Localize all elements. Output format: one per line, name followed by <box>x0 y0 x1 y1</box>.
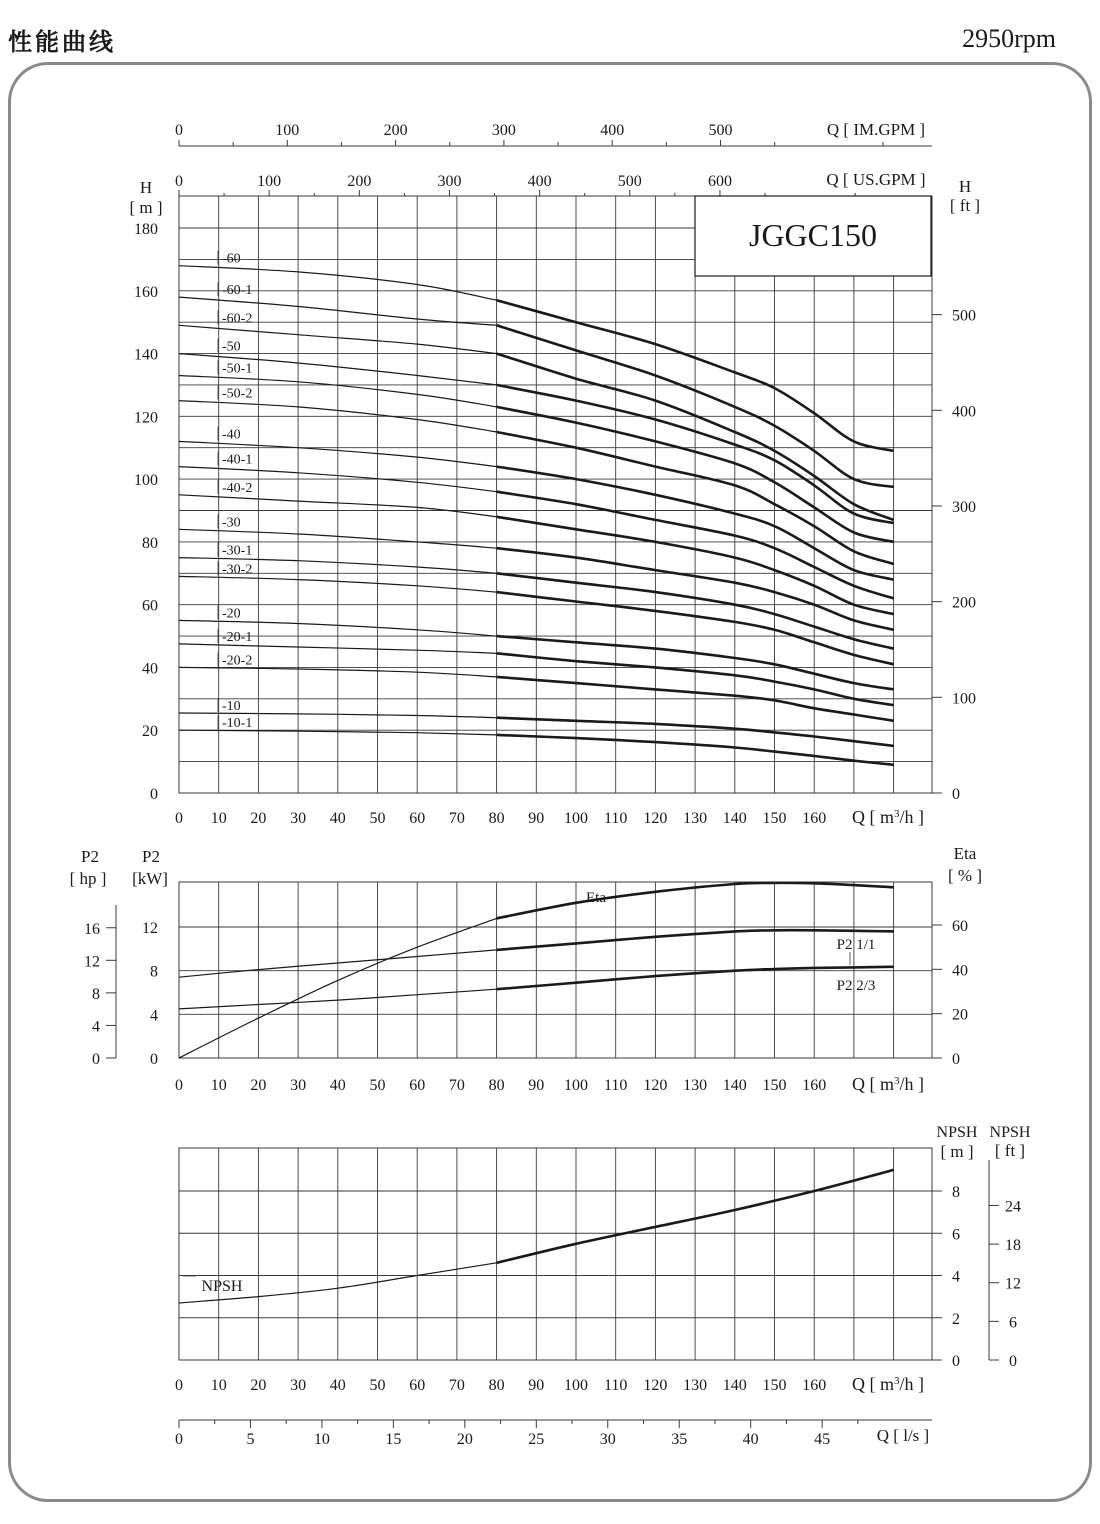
ls-tick-label: 40 <box>742 1431 759 1448</box>
head-x-tick: 120 <box>643 810 668 827</box>
head-ft-title: H <box>958 177 972 196</box>
npsh-x-tick: 10 <box>210 1377 227 1394</box>
hp-tick-label: 4 <box>92 1018 100 1036</box>
kw-title: P2 <box>142 847 160 866</box>
hp-tick-label: 16 <box>84 920 100 938</box>
head-curve-label: -10-1 <box>222 716 253 732</box>
power-x-tick: 10 <box>210 1077 227 1094</box>
npsh-ft-label: 12 <box>1005 1275 1021 1293</box>
ls-title: Q [ l/s ] <box>876 1426 930 1445</box>
imgpm-tick-label: 300 <box>491 122 516 139</box>
npsh-curve-label: NPSH <box>201 1278 243 1295</box>
head-x-tick: 20 <box>250 810 267 827</box>
head-x-tick: 50 <box>369 810 386 827</box>
npsh-x-tick: 50 <box>369 1377 386 1394</box>
head-curve-label: -20-2 <box>222 653 253 669</box>
eta-title: Eta <box>953 844 977 863</box>
head-ft-tick: 200 <box>952 594 976 612</box>
head-curve-label: -40-1 <box>222 452 253 468</box>
x-axis-title: Q [ $m^3/h$ ] <box>852 1374 924 1394</box>
power-x-tick: 140 <box>722 1077 747 1094</box>
npsh-x-tick: 160 <box>802 1377 827 1394</box>
kw-tick: 4 <box>150 1007 158 1025</box>
head-curve-label: -60 <box>222 251 241 267</box>
npsh-ft-label: 18 <box>1005 1237 1021 1255</box>
head-y-tick: 20 <box>142 723 158 741</box>
head-x-tick: 150 <box>762 810 787 827</box>
imgpm-tick-label: 400 <box>600 122 625 139</box>
usgpm-tick-label: 500 <box>617 173 642 190</box>
usgpm-title: Q [ US.GPM ] <box>826 170 926 189</box>
head-x-tick: 140 <box>722 810 747 827</box>
npsh-ft-label: 0 <box>1009 1353 1017 1370</box>
model-label: JGGC150 <box>748 217 878 253</box>
hp-tick-label: 8 <box>92 985 100 1003</box>
ls-tick-label: 35 <box>671 1431 688 1448</box>
npsh-x-tick: 140 <box>722 1377 747 1394</box>
head-x-tick: 70 <box>448 810 465 827</box>
npsh-x-tick: 120 <box>643 1377 668 1394</box>
npsh-x-tick: 30 <box>290 1377 307 1394</box>
head-ft-tick: 500 <box>952 307 976 325</box>
ls-tick-label: 5 <box>246 1431 255 1448</box>
usgpm-tick-label: 100 <box>257 173 282 190</box>
head-x-tick: 160 <box>802 810 827 827</box>
npsh-x-tick: 0 <box>175 1377 183 1394</box>
ls-tick-label: 45 <box>814 1431 831 1448</box>
head-x-tick: 100 <box>564 810 588 827</box>
head-y-unit: [ m ] <box>129 198 163 217</box>
power-x-tick: 20 <box>250 1077 267 1094</box>
hp-tick-label: 0 <box>92 1051 100 1068</box>
npsh-ft-label: 6 <box>1009 1314 1017 1332</box>
imgpm-tick-label: 200 <box>383 122 408 139</box>
power-x-tick: 30 <box>290 1077 307 1094</box>
page-title: 性能曲线 <box>8 28 116 56</box>
head-curve-label: -30-2 <box>222 562 253 578</box>
power-grid-frame <box>179 882 932 1058</box>
npsh-ft-unit: [ ft ] <box>994 1141 1026 1160</box>
power-x-tick: 90 <box>528 1077 545 1094</box>
power-x-tick: 120 <box>643 1077 668 1094</box>
head-ft-tick: 100 <box>952 690 976 708</box>
ls-tick-label: 0 <box>175 1431 183 1448</box>
npsh-x-tick: 70 <box>448 1377 465 1394</box>
head-curve-label: -40 <box>222 427 241 443</box>
usgpm-tick-label: 0 <box>175 173 183 190</box>
head-curve-label: -40-2 <box>222 480 253 496</box>
head-x-tick: 30 <box>290 810 307 827</box>
eta-label: Eta <box>586 890 606 906</box>
head-ft-tick: 400 <box>952 403 976 421</box>
power-x-tick: 0 <box>175 1077 183 1094</box>
npsh-m-title: NPSH <box>936 1124 978 1141</box>
npsh-grid-frame <box>179 1148 932 1360</box>
head-x-tick: 80 <box>488 810 505 827</box>
usgpm-tick-label: 600 <box>707 173 732 190</box>
usgpm-tick-label: 300 <box>437 173 462 190</box>
kw-tick: 0 <box>150 1051 158 1068</box>
head-ft-unit: [ ft ] <box>949 196 981 215</box>
power-x-tick: 100 <box>564 1077 588 1094</box>
kw-tick: 8 <box>150 963 158 981</box>
power-x-tick: 50 <box>369 1077 386 1094</box>
power-x-tick: 110 <box>603 1077 628 1094</box>
npsh-m-label: 2 <box>952 1310 960 1328</box>
npsh-x-tick: 40 <box>329 1377 346 1394</box>
npsh-m-label: 6 <box>952 1226 960 1244</box>
head-y-tick: 80 <box>142 534 158 552</box>
kw-unit: [kW] <box>132 869 168 888</box>
head-x-tick: 10 <box>210 810 227 827</box>
head-curve-label: -30 <box>222 515 241 531</box>
hp-title: P2 <box>81 847 99 866</box>
power-x-tick: 70 <box>448 1077 465 1094</box>
ls-tick-label: 25 <box>528 1431 545 1448</box>
imgpm-tick-label: 500 <box>708 122 733 139</box>
speed-label: 2950rpm <box>962 24 1056 53</box>
npsh-x-tick: 90 <box>528 1377 545 1394</box>
head-ft-tick: 0 <box>952 786 960 803</box>
p2-part-label: P2 2/3 <box>836 978 876 994</box>
npsh-x-tick: 130 <box>683 1377 708 1394</box>
npsh-ft-label: 24 <box>1005 1198 1021 1216</box>
head-curve-label: -50-2 <box>222 386 253 402</box>
power-x-tick: 150 <box>762 1077 787 1094</box>
npsh-ft-title: NPSH <box>989 1124 1031 1141</box>
eta-tick-label: 0 <box>952 1051 960 1068</box>
imgpm-tick-label: 0 <box>175 122 183 139</box>
head-y-tick: 160 <box>134 283 158 301</box>
hp-tick-label: 12 <box>84 953 100 971</box>
kw-tick: 12 <box>142 920 158 937</box>
head-y-tick: 120 <box>134 409 158 427</box>
head-curve-label: -50-1 <box>222 361 253 377</box>
head-curve-label: -60-2 <box>222 311 253 327</box>
npsh-m-label: 4 <box>952 1268 960 1286</box>
eta-tick-label: 60 <box>952 918 968 935</box>
head-grid-frame <box>179 196 932 793</box>
ls-tick-label: 15 <box>385 1431 402 1448</box>
ls-tick-label: 30 <box>599 1431 616 1448</box>
x-axis-title: Q [ $m^3/h$ ] <box>852 1074 924 1094</box>
head-curve-label: -30-1 <box>222 543 253 559</box>
ls-tick-label: 10 <box>313 1431 330 1448</box>
npsh-x-tick: 110 <box>603 1377 628 1394</box>
x-axis-title: Q [ $m^3/h$ ] <box>852 807 924 827</box>
head-ft-tick: 300 <box>952 498 976 516</box>
npsh-x-tick: 80 <box>488 1377 505 1394</box>
npsh-x-tick: 60 <box>409 1377 426 1394</box>
hp-unit: [ hp ] <box>69 869 107 888</box>
eta-unit: [ % ] <box>948 866 982 885</box>
head-x-tick: 110 <box>603 810 628 827</box>
p2-full-label: P2 1/1 <box>836 937 876 953</box>
npsh-m-label: 8 <box>952 1184 960 1201</box>
head-curve-label: -60-1 <box>222 283 253 299</box>
head-curve-label: -10 <box>222 698 241 714</box>
head-y-tick: 180 <box>134 221 158 238</box>
eta-tick-label: 40 <box>952 962 968 980</box>
head-curve-label: -20 <box>222 606 241 622</box>
head-y-tick: 40 <box>142 660 158 678</box>
npsh-x-tick: 100 <box>564 1377 588 1394</box>
usgpm-tick-label: 200 <box>347 173 372 190</box>
ls-tick-label: 20 <box>456 1431 473 1448</box>
imgpm-tick-label: 100 <box>275 122 300 139</box>
npsh-x-tick: 150 <box>762 1377 787 1394</box>
head-x-tick: 130 <box>683 810 708 827</box>
power-x-tick: 160 <box>802 1077 827 1094</box>
imgpm-title: Q [ IM.GPM ] <box>826 120 926 139</box>
head-curve-label: -50 <box>222 339 241 355</box>
power-x-tick: 40 <box>329 1077 346 1094</box>
head-y-tick: 60 <box>142 597 158 615</box>
npsh-m-unit: [ m ] <box>940 1142 974 1161</box>
head-x-tick: 90 <box>528 810 545 827</box>
eta-tick-label: 20 <box>952 1006 968 1024</box>
npsh-x-tick: 20 <box>250 1377 267 1394</box>
head-x-tick: 40 <box>329 810 346 827</box>
npsh-m-label: 0 <box>952 1353 960 1370</box>
head-y-title: H <box>139 178 153 197</box>
head-curve-label: -20-1 <box>222 629 253 645</box>
head-x-tick: 0 <box>175 810 183 827</box>
power-x-tick: 80 <box>488 1077 505 1094</box>
power-x-tick: 60 <box>409 1077 426 1094</box>
usgpm-tick-label: 400 <box>527 173 552 190</box>
head-y-tick: 100 <box>134 472 158 490</box>
head-x-tick: 60 <box>409 810 426 827</box>
power-x-tick: 130 <box>683 1077 708 1094</box>
head-y-tick: 0 <box>150 786 158 803</box>
head-y-tick: 140 <box>134 346 158 364</box>
